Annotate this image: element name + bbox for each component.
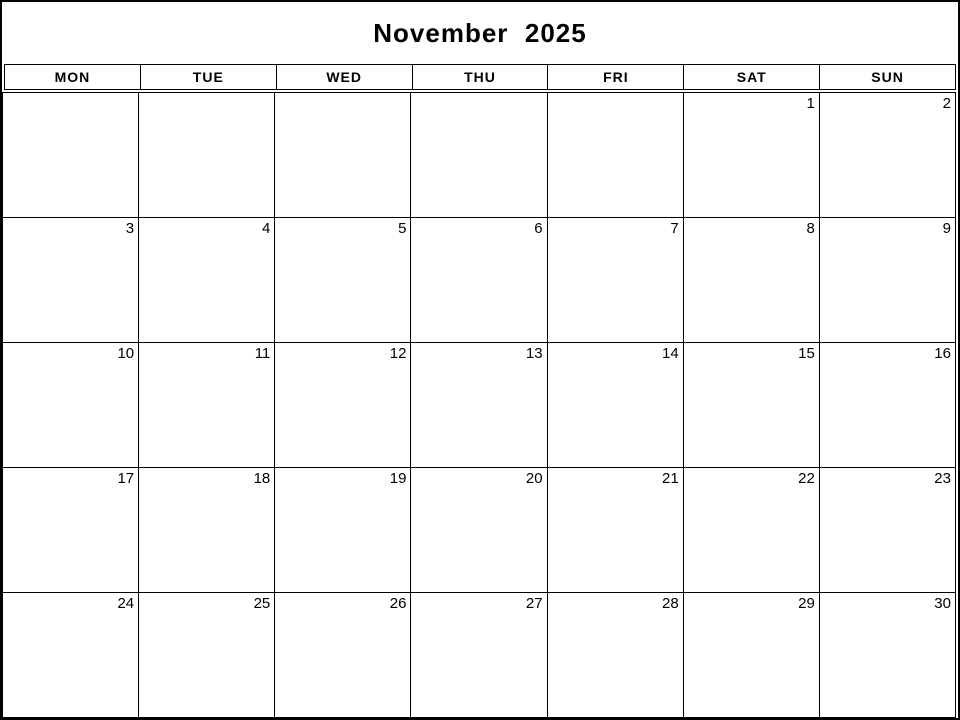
day-cell <box>411 218 546 342</box>
day-number: 7 <box>670 220 679 237</box>
day-cell <box>411 343 546 467</box>
day-cell <box>275 468 410 592</box>
day-cell <box>275 343 410 467</box>
weekday-header-fri: FRI <box>547 65 683 89</box>
day-number: 14 <box>662 345 679 362</box>
day-number: 19 <box>389 470 407 487</box>
day-cell <box>820 343 955 467</box>
day-number: 28 <box>662 595 679 612</box>
day-number: 24 <box>117 595 135 612</box>
day-number: 30 <box>934 595 951 612</box>
day-number: 26 <box>389 595 407 612</box>
day-number: 8 <box>806 220 815 237</box>
day-number: 20 <box>525 470 543 487</box>
day-cell <box>3 343 138 467</box>
day-number: 15 <box>798 345 815 362</box>
day-number: 27 <box>525 595 543 612</box>
day-cell <box>684 468 819 592</box>
day-cell <box>3 593 138 717</box>
day-number: 10 <box>117 345 135 362</box>
day-number: 2 <box>942 95 951 112</box>
day-number: 9 <box>942 220 951 237</box>
day-number: 6 <box>534 220 543 237</box>
day-cell <box>684 343 819 467</box>
day-number: 11 <box>254 345 271 362</box>
day-cell <box>820 218 955 342</box>
day-number: 1 <box>806 95 815 112</box>
day-cell <box>548 218 683 342</box>
calendar-title: November 2025 <box>373 17 587 48</box>
day-cell <box>548 93 683 217</box>
weekday-header-mon: MON <box>54 69 91 85</box>
day-cell <box>139 93 274 217</box>
day-cell <box>3 468 138 592</box>
day-cell <box>820 468 955 592</box>
day-number: 3 <box>125 220 135 237</box>
day-cell <box>139 218 274 342</box>
calendar-title-area <box>2 2 958 64</box>
day-cell <box>548 468 683 592</box>
day-cell <box>411 93 546 217</box>
weekday-header-wed: WED <box>276 65 412 89</box>
day-cell <box>139 468 274 592</box>
day-cell <box>411 468 546 592</box>
day-number: 4 <box>261 220 271 237</box>
day-number: 12 <box>389 345 407 362</box>
day-number: 23 <box>934 470 951 487</box>
day-cell <box>684 593 819 717</box>
day-cell <box>3 93 138 217</box>
calendar-grid <box>2 92 956 718</box>
day-number: 13 <box>525 345 543 362</box>
day-cell <box>820 93 955 217</box>
weekday-header-row <box>4 64 956 90</box>
day-number: 29 <box>798 595 815 612</box>
day-cell <box>548 343 683 467</box>
day-number: 5 <box>398 220 407 237</box>
day-cell <box>275 593 410 717</box>
day-number: 17 <box>117 470 135 487</box>
day-number: 18 <box>253 470 271 487</box>
weekday-header-sat: SAT <box>683 65 819 89</box>
weekday-header-sun: SUN <box>819 65 955 89</box>
day-cell <box>548 593 683 717</box>
day-cell <box>820 593 955 717</box>
weekday-header-thu: THU <box>412 65 548 89</box>
weekday-header-tue: TUE <box>140 65 276 89</box>
day-cell <box>684 218 819 342</box>
day-number: 16 <box>934 345 951 362</box>
day-cell <box>139 343 274 467</box>
day-number: 21 <box>662 470 679 487</box>
day-cell <box>139 593 274 717</box>
day-cell <box>411 593 546 717</box>
day-cell <box>275 93 410 217</box>
day-cell <box>684 93 819 217</box>
day-cell <box>275 218 410 342</box>
day-number: 25 <box>253 595 271 612</box>
day-number: 22 <box>798 470 815 487</box>
day-cell <box>3 218 138 342</box>
